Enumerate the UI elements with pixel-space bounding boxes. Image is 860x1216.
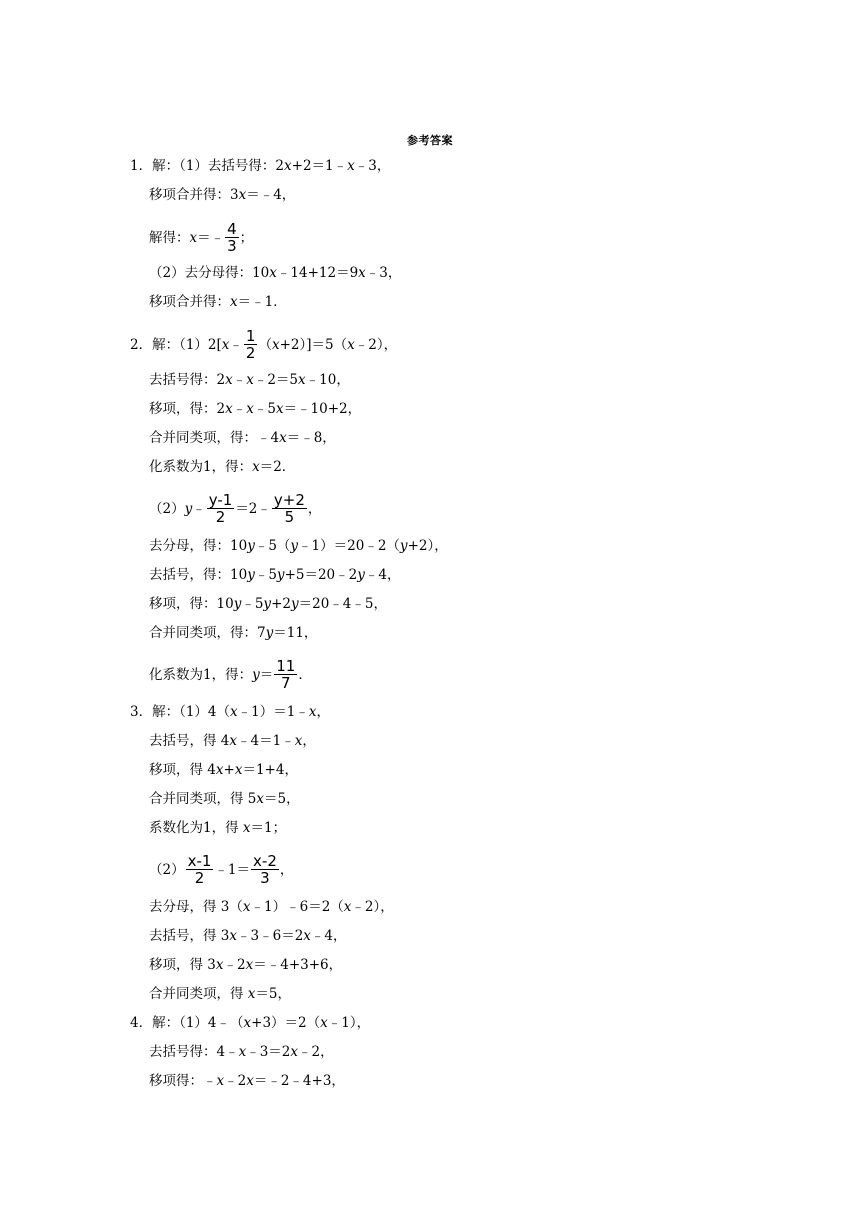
q3-line-3: 移项，得 4x+x＝1+4， — [149, 762, 298, 778]
q2-line-1: 2．解：（1）2[ x ﹣ $\frac{1}{2}$ （ x +2）]＝5（ x ﹣2）， — [130, 327, 398, 362]
q2-line-9: 移项，得：10y﹣5y+2y＝20﹣4﹣5， — [149, 596, 387, 612]
fraction: $\frac{y-1}{2}$ — [208, 491, 233, 526]
q2-line-2: 去括号得：2x﹣x﹣2＝5x﹣10， — [149, 372, 350, 388]
fraction: $\frac{x-1}{2}$ — [187, 852, 212, 887]
q2-line-11: 化系数为1，得： y ＝ $\frac{11}{7}$ ． — [149, 657, 312, 692]
q4-line-1: 4．解：（1）4﹣（x+3）＝2（x﹣1）， — [130, 1015, 371, 1031]
q2-line-3: 移项，得：2x﹣x﹣5x＝﹣10+2， — [149, 401, 362, 417]
q4-line-3: 移项得：﹣x﹣2x＝﹣2﹣4+3， — [149, 1073, 345, 1089]
q4-line-2: 去括号得：4﹣x﹣3＝2x﹣2， — [149, 1044, 334, 1060]
q1-line-3: 解得： x ＝﹣ $\frac{4}{3}$ ； — [149, 220, 254, 255]
fraction: $\frac{11}{7}$ — [276, 657, 296, 692]
page-title: 参考答案 — [407, 134, 453, 147]
q2-line-5: 化系数为1，得：x＝2． — [149, 459, 296, 475]
q1-line-5: 移项合并得：x＝﹣1． — [149, 294, 287, 310]
q3-line-10: 合并同类项，得 x＝5， — [149, 986, 292, 1002]
q3-line-8: 去括号，得 3x﹣3﹣6＝2x﹣4， — [149, 928, 347, 944]
fraction: $\frac{1}{2}$ — [245, 327, 256, 362]
q3-line-1: 3．解：（1）4（x﹣1）＝1﹣x， — [130, 704, 330, 720]
q3-line-4: 合并同类项，得 5x＝5， — [149, 791, 300, 807]
fraction: $\frac{y+2}{5}$ — [273, 491, 305, 526]
fraction: $\frac{4}{3}$ — [227, 220, 237, 255]
q3-line-6: （2） $\frac{x-1}{2}$ ﹣1＝ $\frac{x-2}{3}$ ， — [149, 852, 294, 887]
q1-line-2: 移项合并得：3x＝﹣4， — [149, 187, 296, 203]
q1-line-1: 1．解：（1）去括号得：2x+2＝1﹣x﹣3， — [130, 158, 391, 174]
q2-line-6: （2） y ﹣ $\frac{y-1}{2}$ ＝2﹣ $\frac{y+2}{5}$ ， — [149, 491, 322, 526]
q2-line-7: 去分母，得：10y﹣5（y﹣1）＝20﹣2（y+2）， — [149, 538, 448, 554]
q1-line-4: （2）去分母得：10x﹣14+12＝9x﹣3， — [149, 265, 402, 281]
q2-line-10: 合并同类项，得：7y＝11， — [149, 625, 318, 641]
q2-line-4: 合并同类项，得：﹣4x＝﹣8， — [149, 430, 336, 446]
q2-line-8: 去括号，得：10y﹣5y+5＝20﹣2y﹣4， — [149, 567, 401, 583]
fraction: $\frac{x-2}{3}$ — [253, 852, 277, 887]
q3-line-7: 去分母，得 3（x﹣1）﹣6＝2（x﹣2）， — [149, 899, 394, 915]
q3-line-5: 系数化为1，得 x＝1； — [149, 820, 287, 836]
q3-line-2: 去括号，得 4x﹣4＝1﹣x， — [149, 733, 316, 749]
q3-line-9: 移项，得 3x﹣2x＝﹣4+3+6， — [149, 957, 343, 973]
